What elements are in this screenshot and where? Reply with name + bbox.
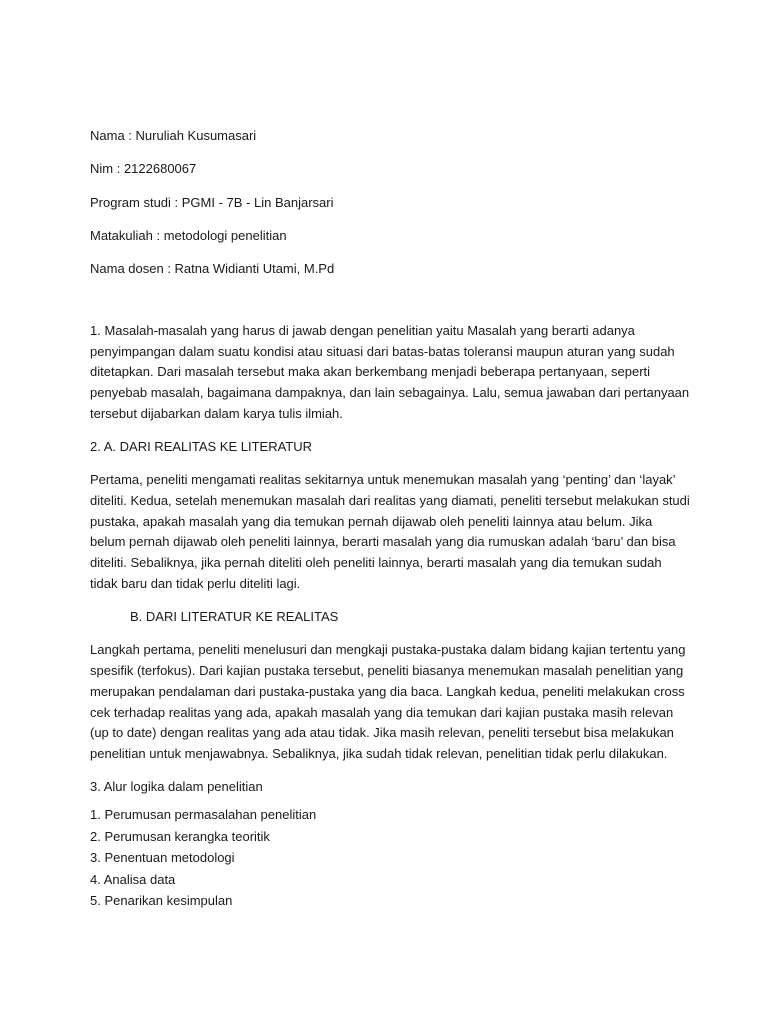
student-nim: Nim : 2122680067 — [90, 161, 197, 177]
logic-flow-list — [90, 804, 690, 912]
student-name: Nama : Nuruliah Kusumasari — [90, 128, 257, 143]
section-2b-paragraph: Langkah pertama, peneliti menelusuri dan mengkaji pustaka-pustaka dalam bidang kajian tertentu yang spesifik (terfokus). Dari kajian pustaka tersebut, peneliti biasanya menemukan masalah penelitian yang merupakan pendalaman dari pustaka-pustaka yang dia baca. Langkah kedua, peneliti melakukan cross cek terhadap realitas yang ada, apakah masalah yang dia temukan dari kajian pustaka masih relevan (up to date) dengan realitas yang ada atau tidak. Jika masih relevan, peneliti tersebut bisa melakukan penelitian untuk menjawabnya. Sebaliknya, jika sudah tidak relevan, penelitian tidak perlu dilakukan. — [90, 642, 686, 761]
lecturer-name: Nama dosen : Ratna Widianti Utami, M.Pd — [90, 261, 335, 277]
course-name: Matakuliah : metodologi penelitian — [90, 227, 287, 243]
section-2a-paragraph: Pertama, peneliti mengamati realitas sekitarnya untuk menemukan masalah yang ‘penting’ dan ‘layak’ diteliti. Kedua, setelah menemukan masalah dari realitas yang diamati, peneliti tersebut melakukan studi pustaka, apakah masalah yang dia temukan pernah dijawab oleh peneliti lainnya atau belum. Jika belum pernah dijawab oleh peneliti lainnya, berarti masalah yang dia rumuskan adalah ‘baru’ dan bisa diteliti. Sebaliknya, jika pernah diteliti oleh peneliti lainnya, berarti masalah yang dia temukan sudah tidak baru dan tidak perlu diteliti lagi. — [90, 472, 690, 591]
list-item: 2. Perumusan kerangka teoritik — [90, 828, 270, 844]
section-2b-heading: B. DARI LITERATUR KE REALITAS — [130, 609, 339, 625]
study-program: Program studi : PGMI - 7B - Lin Banjarsari — [90, 194, 334, 210]
document-page — [90, 126, 690, 912]
list-item: 3. Penentuan metodologi — [90, 850, 235, 866]
list-item: 1. Perumusan permasalahan penelitian — [90, 806, 317, 822]
section-2a-heading: 2. A. DARI REALITAS KE LITERATUR — [90, 439, 313, 454]
answer-1-paragraph: 1. Masalah-masalah yang harus di jawab dengan penelitian yaitu Masalah yang berarti adanya penyimpangan dalam suatu kondisi atau situasi dari batas-batas toleransi maupun aturan yang sudah ditetapkan. Dari masalah tersebut maka akan berkembang menjadi beberapa pertanyaan, seperti penyebab masalah, bagaimana dampaknya, dan lain sebagainya. Lalu, semua jawaban dari pertanyaan tersebut dijabarkan dalam karya tulis ilmiah. — [90, 322, 690, 421]
list-item: 5. Penarikan kesimpulan — [90, 893, 233, 909]
section-3-heading: 3. Alur logika dalam penelitian — [90, 779, 263, 795]
list-item: 4. Analisa data — [90, 871, 176, 887]
